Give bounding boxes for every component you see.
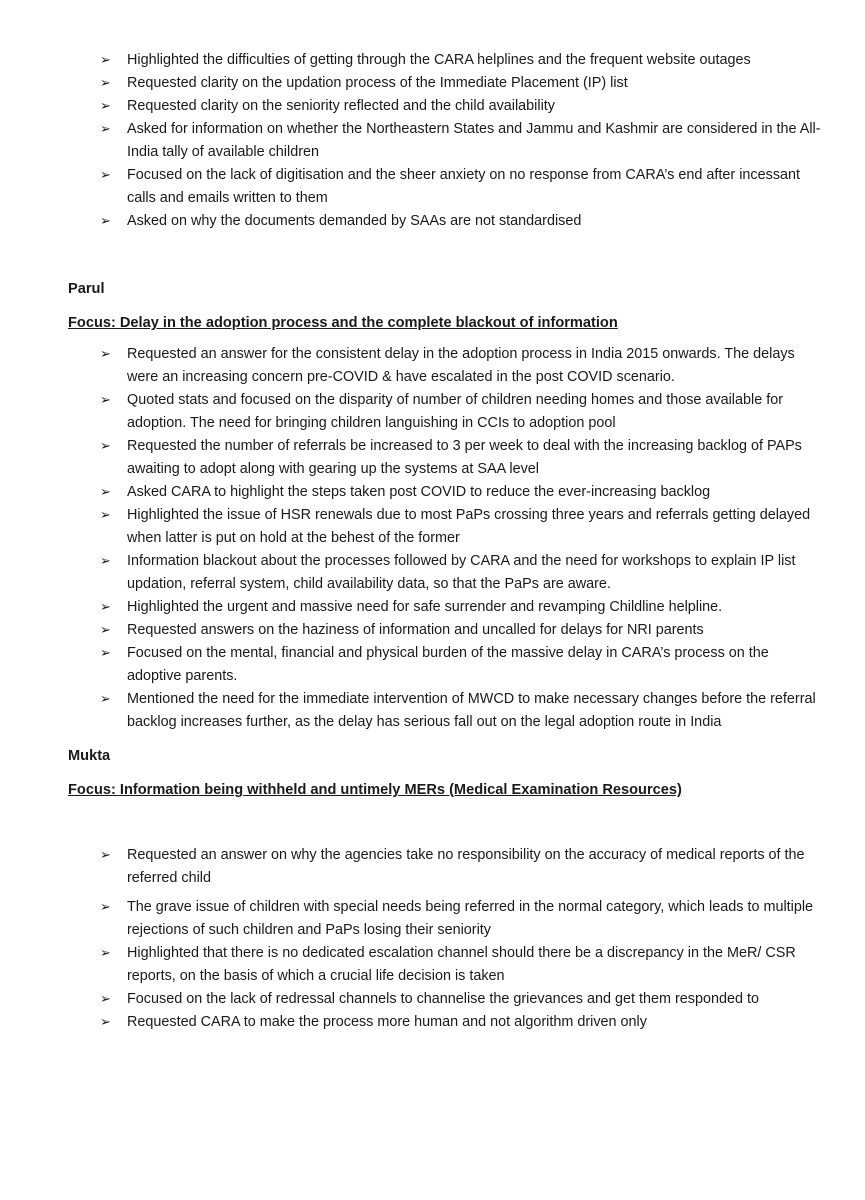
focus-heading-parul: Focus: Delay in the adoption process and the complete blackout of information: [68, 315, 618, 331]
list-item: ➢ Quoted stats and focused on the disparity of number of children needing homes and those available for adoption. The need for bringing children languishing in CCIs to adoption pool: [100, 389, 825, 435]
list-item: ➢ Requested clarity on the seniority reflected and the child availability: [100, 95, 825, 118]
list-item: ➢ Requested an answer for the consistent delay in the adoption process in India 2015 onwards. The delays were an increasing concern pre-COVID & have escalated in the post COVID scenario.: [100, 343, 825, 389]
arrow-bullet-icon: ➢: [100, 508, 111, 523]
arrow-bullet-icon: ➢: [100, 646, 111, 661]
list-item: ➢ Mentioned the need for the immediate intervention of MWCD to make necessary changes before the referral backlog increases further, as the delay has serious fall out on the legal adoption route in India: [100, 688, 825, 734]
arrow-bullet-icon: ➢: [100, 393, 111, 408]
speaker-name-parul: Parul: [68, 281, 105, 297]
arrow-bullet-icon: ➢: [100, 76, 111, 91]
list-item: ➢ Asked for information on whether the Northeastern States and Jammu and Kashmir are considered in the All-India tally of available children: [100, 118, 825, 164]
arrow-bullet-icon: ➢: [100, 848, 111, 863]
list-item: ➢ Requested CARA to make the process more human and not algorithm driven only: [100, 1011, 825, 1034]
list-item: ➢ Asked on why the documents demanded by SAAs are not standardised: [100, 210, 825, 233]
list-item: ➢ Asked CARA to highlight the steps taken post COVID to reduce the ever-increasing backlog: [100, 481, 825, 504]
arrow-bullet-icon: ➢: [100, 992, 111, 1007]
arrow-bullet-icon: ➢: [100, 122, 111, 137]
list-item: ➢ Requested the number of referrals be increased to 3 per week to deal with the increasing backlog of PAPs awaiting to adopt along with gearing up the systems at SAA level: [100, 435, 825, 481]
speaker-name-mukta: Mukta: [68, 748, 111, 764]
arrow-bullet-icon: ➢: [100, 485, 111, 500]
list-item: ➢ Highlighted the difficulties of getting through the CARA helplines and the frequent website outages: [100, 49, 825, 72]
list-item: ➢ Requested an answer on why the agencies take no responsibility on the accuracy of medical reports of the referred child: [100, 844, 825, 890]
list-item: ➢ Requested answers on the haziness of information and uncalled for delays for NRI parents: [100, 619, 825, 642]
list-item: ➢ Information blackout about the processes followed by CARA and the need for workshops to explain IP list updation, referral system, child availability data, so that the PaPs are aware.: [100, 550, 825, 596]
arrow-bullet-icon: ➢: [100, 53, 111, 68]
list-item: ➢ Requested clarity on the updation process of the Immediate Placement (IP) list: [100, 72, 825, 95]
arrow-bullet-icon: ➢: [100, 900, 111, 915]
list-item: ➢ Highlighted the issue of HSR renewals due to most PaPs crossing three years and referrals getting delayed when latter is put on hold at the behest of the former: [100, 504, 825, 550]
arrow-bullet-icon: ➢: [100, 692, 111, 707]
arrow-bullet-icon: ➢: [100, 168, 111, 183]
list-item: ➢ Focused on the lack of redressal channels to channelise the grievances and get them responded to: [100, 988, 825, 1011]
arrow-bullet-icon: ➢: [100, 347, 111, 362]
parul-list: [68, 343, 825, 734]
list-item: ➢ Highlighted that there is no dedicated escalation channel should there be a discrepancy in the MeR/ CSR reports, on the basis of which a crucial life decision is taken: [100, 942, 825, 988]
list-item: ➢ Focused on the mental, financial and physical burden of the massive delay in CARA’s process on the adoptive parents.: [100, 642, 825, 688]
arrow-bullet-icon: ➢: [100, 1015, 111, 1030]
list-item: ➢ Focused on the lack of digitisation and the sheer anxiety on no response from CARA’s end after incessant calls and emails written to them: [100, 164, 825, 210]
mukta-list: [68, 844, 825, 1034]
list-item: ➢ The grave issue of children with special needs being referred in the normal category, which leads to multiple rejections of such children and PaPs losing their seniority: [100, 896, 825, 942]
arrow-bullet-icon: ➢: [100, 623, 111, 638]
arrow-bullet-icon: ➢: [100, 99, 111, 114]
arrow-bullet-icon: ➢: [100, 554, 111, 569]
section1-list: [68, 49, 825, 233]
arrow-bullet-icon: ➢: [100, 439, 111, 454]
list-item: ➢ Highlighted the urgent and massive need for safe surrender and revamping Childline helpline.: [100, 596, 825, 619]
arrow-bullet-icon: ➢: [100, 946, 111, 961]
arrow-bullet-icon: ➢: [100, 600, 111, 615]
arrow-bullet-icon: ➢: [100, 214, 111, 229]
focus-heading-mukta: Focus: Information being withheld and untimely MERs (Medical Examination Resources): [68, 782, 682, 798]
